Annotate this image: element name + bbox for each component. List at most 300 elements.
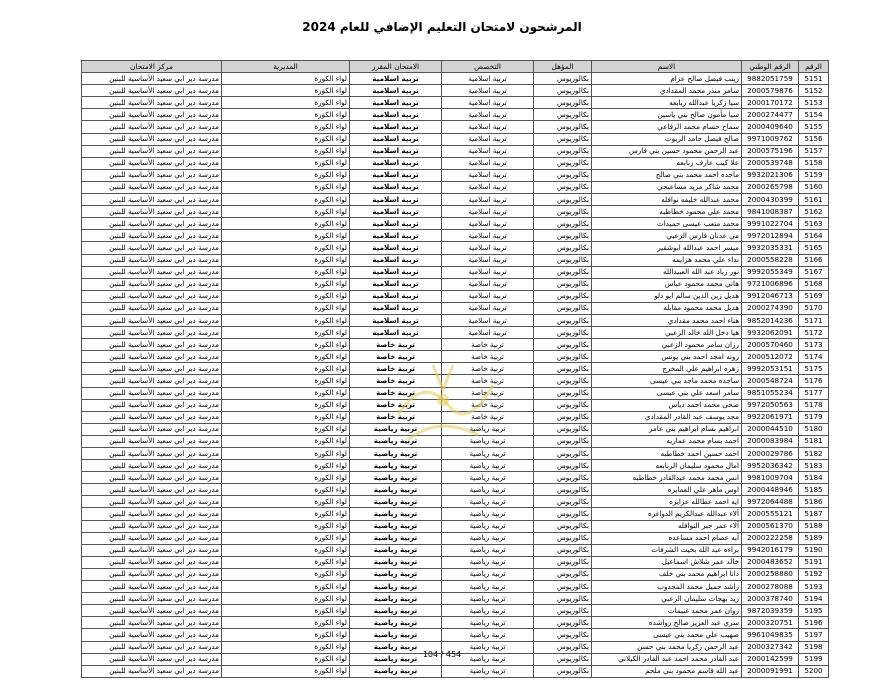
cell-exam: تربية اسلامية [350, 266, 442, 278]
table-row [82, 230, 829, 242]
cell-qualification: بكالوريوس [534, 290, 592, 302]
cell-directorate: لواء الكورة [222, 496, 350, 508]
cell-name: مجد يوسف عبد القادر المقدادي [592, 411, 742, 423]
cell-name: ابراهيم بسام ابراهيم بني عامر [592, 423, 742, 435]
cell-exam: تربية اسلامية [350, 327, 442, 339]
cell-name: انس محمد محمد عبدالقادر خطاطبه [592, 472, 742, 484]
cell-specialization: تربية رياضية [442, 568, 534, 580]
cell-national-id: 2000575196 [742, 145, 799, 157]
cell-directorate: لواء الكورة [222, 339, 350, 351]
cell-specialization: تربية رياضية [442, 544, 534, 556]
cell-national-id: 9932062091 [742, 327, 799, 339]
table-row [82, 363, 829, 375]
table-row [82, 435, 829, 447]
cell-num: 5197 [799, 629, 829, 641]
cell-num: 5168 [799, 278, 829, 290]
cell-center: مدرسة دير ابي سعيد الأساسية للبنين [82, 508, 222, 520]
cell-center: مدرسة دير ابي سعيد الأساسية للبنين [82, 629, 222, 641]
cell-name: صهيب علي محمد بني عيسى [592, 629, 742, 641]
cell-name: هديل محمد محمود مقابله [592, 302, 742, 314]
cell-national-id: 2000561370 [742, 520, 799, 532]
cell-qualification: بكالوريوس [534, 85, 592, 97]
cell-exam: تربية خاصة [350, 399, 442, 411]
cell-specialization: تربية رياضية [442, 665, 534, 677]
cell-exam: تربية خاصة [350, 411, 442, 423]
cell-name: نداء علي محمد هزايمه [592, 254, 742, 266]
cell-qualification: بكالوريوس [534, 460, 592, 472]
cell-name: هاني محمد محمود عباس [592, 278, 742, 290]
cell-exam: تربية اسلامية [350, 194, 442, 206]
cell-name: ماجده احمد محمد بني صالح [592, 169, 742, 181]
cell-national-id: 9721006896 [742, 278, 799, 290]
header-name: الاسم [592, 61, 742, 73]
cell-num: 5162 [799, 206, 829, 218]
cell-name: محمد متعب عيسى حميدات [592, 218, 742, 230]
header-exam: الامتحان المقرر [350, 61, 442, 73]
cell-qualification: بكالوريوس [534, 327, 592, 339]
cell-center: مدرسة دير ابي سعيد الأساسية للبنين [82, 339, 222, 351]
cell-specialization: تربية رياضية [442, 520, 534, 532]
cell-directorate: لواء الكورة [222, 302, 350, 314]
table-row [82, 206, 829, 218]
cell-specialization: تربية رياضية [442, 472, 534, 484]
cell-num: 5185 [799, 484, 829, 496]
cell-center: مدرسة دير ابي سعيد الأساسية للبنين [82, 218, 222, 230]
cell-num: 5166 [799, 254, 829, 266]
cell-specialization: تربية رياضية [442, 641, 534, 653]
cell-num: 5151 [799, 73, 829, 85]
cell-directorate: لواء الكورة [222, 411, 350, 423]
cell-num: 5184 [799, 472, 829, 484]
table-row [82, 278, 829, 290]
cell-name: ساجده محمد ماجد بني عيسى [592, 375, 742, 387]
cell-center: مدرسة دير ابي سعيد الأساسية للبنين [82, 568, 222, 580]
cell-name: هديل زين الدين سالم ابو دلو [592, 290, 742, 302]
cell-national-id: 2000579876 [742, 85, 799, 97]
cell-national-id: 2000448946 [742, 484, 799, 496]
table-row [82, 581, 829, 593]
cell-national-id: 2000483652 [742, 556, 799, 568]
cell-specialization: تربية اسلامية [442, 97, 534, 109]
cell-num: 5165 [799, 242, 829, 254]
header-national-id: الرقم الوطني [742, 61, 799, 73]
cell-exam: تربية رياضية [350, 532, 442, 544]
cell-specialization: تربية اسلامية [442, 121, 534, 133]
cell-directorate: لواء الكورة [222, 194, 350, 206]
cell-name: محمد عبدالله خليفه نوافله [592, 194, 742, 206]
cell-name: براءه عبد الله بخيت الشرفات [592, 544, 742, 556]
cell-num: 5177 [799, 387, 829, 399]
cell-national-id: 9981009704 [742, 472, 799, 484]
cell-exam: تربية رياضية [350, 435, 442, 447]
cell-directorate: لواء الكورة [222, 351, 350, 363]
cell-qualification: بكالوريوس [534, 520, 592, 532]
cell-exam: تربية رياضية [350, 581, 442, 593]
cell-exam: تربية خاصة [350, 375, 442, 387]
table-row [82, 605, 829, 617]
cell-exam: تربية رياضية [350, 653, 442, 665]
cell-specialization: تربية اسلامية [442, 181, 534, 193]
cell-directorate: لواء الكورة [222, 242, 350, 254]
cell-qualification: بكالوريوس [534, 242, 592, 254]
cell-national-id: 9961049835 [742, 629, 799, 641]
cell-directorate: لواء الكورة [222, 133, 350, 145]
cell-directorate: لواء الكورة [222, 617, 350, 629]
cell-directorate: لواء الكورة [222, 399, 350, 411]
table-row [82, 145, 829, 157]
cell-name: مي عدنان فارس الزعبي [592, 230, 742, 242]
table-row [82, 399, 829, 411]
cell-specialization: تربية اسلامية [442, 73, 534, 85]
cell-exam: تربية رياضية [350, 605, 442, 617]
cell-directorate: لواء الكورة [222, 73, 350, 85]
cell-exam: تربية رياضية [350, 520, 442, 532]
cell-qualification: بكالوريوس [534, 363, 592, 375]
cell-exam: تربية خاصة [350, 387, 442, 399]
table-row [82, 266, 829, 278]
cell-national-id: 9922061971 [742, 411, 799, 423]
cell-directorate: لواء الكورة [222, 314, 350, 326]
cell-directorate: لواء الكورة [222, 544, 350, 556]
cell-directorate: لواء الكورة [222, 121, 350, 133]
cell-num: 5159 [799, 169, 829, 181]
table-row [82, 520, 829, 532]
cell-exam: تربية رياضية [350, 568, 442, 580]
cell-national-id: 2000029786 [742, 448, 799, 460]
cell-num: 5174 [799, 351, 829, 363]
cell-name: خالد عمر شلاش اسماعيل [592, 556, 742, 568]
cell-center: مدرسة دير ابي سعيد الأساسية للبنين [82, 387, 222, 399]
cell-exam: تربية اسلامية [350, 97, 442, 109]
cell-qualification: بكالوريوس [534, 73, 592, 85]
cell-qualification: بكالوريوس [534, 157, 592, 169]
cell-center: مدرسة دير ابي سعيد الأساسية للبنين [82, 181, 222, 193]
cell-num: 5153 [799, 97, 829, 109]
table-row [82, 97, 829, 109]
table-row [82, 290, 829, 302]
cell-num: 5173 [799, 339, 829, 351]
cell-exam: تربية رياضية [350, 423, 442, 435]
cell-national-id: 9942016179 [742, 544, 799, 556]
table-row [82, 375, 829, 387]
cell-name: ميسر احمد عبدالله ابوشقير [592, 242, 742, 254]
cell-qualification: بكالوريوس [534, 278, 592, 290]
cell-exam: تربية رياضية [350, 544, 442, 556]
cell-num: 5169 [799, 290, 829, 302]
cell-qualification: بكالوريوس [534, 194, 592, 206]
cell-directorate: لواء الكورة [222, 581, 350, 593]
cell-name: زهره ابراهيم علي المخرج [592, 363, 742, 375]
cell-name: دانا ابراهيم محمد بني خلف [592, 568, 742, 580]
cell-num: 5160 [799, 181, 829, 193]
cell-specialization: تربية اسلامية [442, 314, 534, 326]
cell-specialization: تربية اسلامية [442, 109, 534, 121]
cell-qualification: بكالوريوس [534, 387, 592, 399]
table-row [82, 121, 829, 133]
cell-specialization: تربية اسلامية [442, 230, 534, 242]
cell-num: 5199 [799, 653, 829, 665]
cell-qualification: بكالوريوس [534, 435, 592, 447]
cell-national-id: 9882051759 [742, 73, 799, 85]
cell-qualification: بكالوريوس [534, 556, 592, 568]
cell-specialization: تربية رياضية [442, 593, 534, 605]
cell-center: مدرسة دير ابي سعيد الأساسية للبنين [82, 581, 222, 593]
cell-name: علا كيب عارف ربابعه [592, 157, 742, 169]
cell-center: مدرسة دير ابي سعيد الأساسية للبنين [82, 230, 222, 242]
cell-national-id: 9851055234 [742, 387, 799, 399]
cell-national-id: 2000570460 [742, 339, 799, 351]
cell-qualification: بكالوريوس [534, 665, 592, 677]
cell-directorate: لواء الكورة [222, 157, 350, 169]
cell-directorate: لواء الكورة [222, 181, 350, 193]
cell-specialization: تربية رياضية [442, 629, 534, 641]
cell-exam: تربية خاصة [350, 339, 442, 351]
cell-directorate: لواء الكورة [222, 278, 350, 290]
cell-specialization: تربية اسلامية [442, 133, 534, 145]
cell-national-id: 9872039359 [742, 605, 799, 617]
cell-center: مدرسة دير ابي سعيد الأساسية للبنين [82, 109, 222, 121]
cell-directorate: لواء الكورة [222, 375, 350, 387]
cell-specialization: تربية رياضية [442, 423, 534, 435]
cell-num: 5200 [799, 665, 829, 677]
cell-qualification: بكالوريوس [534, 472, 592, 484]
cell-exam: تربية اسلامية [350, 145, 442, 157]
cell-qualification: بكالوريوس [534, 423, 592, 435]
cell-name: ايه احمد عطالله عزايزه [592, 496, 742, 508]
cell-national-id: 9912046713 [742, 290, 799, 302]
cell-name: احمد حسين احمد خطاطبه [592, 448, 742, 460]
cell-directorate: لواء الكورة [222, 508, 350, 520]
cell-exam: تربية رياضية [350, 593, 442, 605]
cell-center: مدرسة دير ابي سعيد الأساسية للبنين [82, 653, 222, 665]
cell-specialization: تربية اسلامية [442, 254, 534, 266]
cell-national-id: 2000320751 [742, 617, 799, 629]
cell-center: مدرسة دير ابي سعيد الأساسية للبنين [82, 472, 222, 484]
cell-qualification: بكالوريوس [534, 314, 592, 326]
cell-center: مدرسة دير ابي سعيد الأساسية للبنين [82, 363, 222, 375]
cell-national-id: 2000430399 [742, 194, 799, 206]
cell-directorate: لواء الكورة [222, 484, 350, 496]
cell-qualification: بكالوريوس [534, 653, 592, 665]
table-row [82, 218, 829, 230]
cell-national-id: 2000327342 [742, 641, 799, 653]
cell-exam: تربية اسلامية [350, 181, 442, 193]
cell-exam: تربية رياضية [350, 460, 442, 472]
table-row [82, 556, 829, 568]
table-row [82, 314, 829, 326]
cell-num: 5175 [799, 363, 829, 375]
table-row [82, 387, 829, 399]
cell-center: مدرسة دير ابي سعيد الأساسية للبنين [82, 266, 222, 278]
cell-center: مدرسة دير ابي سعيد الأساسية للبنين [82, 278, 222, 290]
cell-national-id: 2000378740 [742, 593, 799, 605]
cell-directorate: لواء الكورة [222, 387, 350, 399]
cell-national-id: 2000083984 [742, 435, 799, 447]
cell-directorate: لواء الكورة [222, 290, 350, 302]
cell-qualification: بكالوريوس [534, 266, 592, 278]
cell-center: مدرسة دير ابي سعيد الأساسية للبنين [82, 302, 222, 314]
cell-specialization: تربية رياضية [442, 496, 534, 508]
cell-name: نور زياد عبد الله العبيدالله [592, 266, 742, 278]
candidates-table [81, 60, 829, 678]
cell-center: مدرسة دير ابي سعيد الأساسية للبنين [82, 520, 222, 532]
cell-directorate: لواء الكورة [222, 230, 350, 242]
cell-name: زيد بهجات سليمان الزعبي [592, 593, 742, 605]
cell-center: مدرسة دير ابي سعيد الأساسية للبنين [82, 423, 222, 435]
cell-qualification: بكالوريوس [534, 351, 592, 363]
cell-exam: تربية اسلامية [350, 133, 442, 145]
cell-directorate: لواء الكورة [222, 218, 350, 230]
cell-num: 5167 [799, 266, 829, 278]
cell-center: مدرسة دير ابي سعيد الأساسية للبنين [82, 641, 222, 653]
cell-exam: تربية رياضية [350, 448, 442, 460]
cell-name: عبد الله قاسم محمود بني ملحم [592, 665, 742, 677]
cell-directorate: لواء الكورة [222, 556, 350, 568]
cell-directorate: لواء الكورة [222, 145, 350, 157]
cell-exam: تربية اسلامية [350, 302, 442, 314]
table-row [82, 339, 829, 351]
cell-qualification: بكالوريوس [534, 399, 592, 411]
cell-national-id: 2000258880 [742, 568, 799, 580]
cell-qualification: بكالوريوس [534, 629, 592, 641]
cell-name: راشد جميل محمد المجدوب [592, 581, 742, 593]
cell-qualification: بكالوريوس [534, 133, 592, 145]
cell-name: هناء احمد محمد مقدادي [592, 314, 742, 326]
table-row [82, 181, 829, 193]
cell-specialization: تربية اسلامية [442, 242, 534, 254]
cell-center: مدرسة دير ابي سعيد الأساسية للبنين [82, 460, 222, 472]
cell-directorate: لواء الكورة [222, 641, 350, 653]
header-qualification: المؤهل [534, 61, 592, 73]
cell-center: مدرسة دير ابي سعيد الأساسية للبنين [82, 242, 222, 254]
cell-national-id: 2000512072 [742, 351, 799, 363]
cell-exam: تربية اسلامية [350, 254, 442, 266]
cell-directorate: لواء الكورة [222, 605, 350, 617]
cell-qualification: بكالوريوس [534, 508, 592, 520]
cell-specialization: تربية رياضية [442, 605, 534, 617]
cell-qualification: بكالوريوس [534, 605, 592, 617]
cell-exam: تربية اسلامية [350, 169, 442, 181]
cell-national-id: 9952036342 [742, 460, 799, 472]
cell-name: عبد الرحمن محمود حسين بني فارس [592, 145, 742, 157]
cell-name: ضحى محمد احمد دياس [592, 399, 742, 411]
cell-national-id: 2000222258 [742, 532, 799, 544]
cell-specialization: تربية خاصة [442, 375, 534, 387]
cell-specialization: تربية رياضية [442, 653, 534, 665]
cell-exam: تربية خاصة [350, 363, 442, 375]
cell-qualification: بكالوريوس [534, 339, 592, 351]
cell-specialization: تربية اسلامية [442, 194, 534, 206]
cell-center: مدرسة دير ابي سعيد الأساسية للبنين [82, 496, 222, 508]
cell-num: 5163 [799, 218, 829, 230]
cell-exam: تربية اسلامية [350, 314, 442, 326]
cell-exam: تربية اسلامية [350, 85, 442, 97]
table-row [82, 169, 829, 181]
cell-center: مدرسة دير ابي سعيد الأساسية للبنين [82, 121, 222, 133]
cell-qualification: بكالوريوس [534, 181, 592, 193]
cell-center: مدرسة دير ابي سعيد الأساسية للبنين [82, 97, 222, 109]
cell-national-id: 9841008387 [742, 206, 799, 218]
page-number: 104 / 454 [422, 650, 462, 659]
cell-center: مدرسة دير ابي سعيد الأساسية للبنين [82, 145, 222, 157]
cell-name: محمد شاكر مزيد مساعيجي [592, 181, 742, 193]
cell-exam: تربية رياضية [350, 629, 442, 641]
table-row [82, 665, 829, 677]
table-row [82, 85, 829, 97]
cell-center: مدرسة دير ابي سعيد الأساسية للبنين [82, 194, 222, 206]
cell-specialization: تربية اسلامية [442, 85, 534, 97]
cell-name: سري عبد العزيز صالح رواشده [592, 617, 742, 629]
cell-national-id: 2000274477 [742, 109, 799, 121]
cell-name: اوس ماهر علي العمايره [592, 484, 742, 496]
cell-center: مدرسة دير ابي سعيد الأساسية للبنين [82, 169, 222, 181]
cell-directorate: لواء الكورة [222, 109, 350, 121]
cell-exam: تربية رياضية [350, 508, 442, 520]
cell-directorate: لواء الكورة [222, 568, 350, 580]
cell-num: 5178 [799, 399, 829, 411]
cell-specialization: تربية رياضية [442, 460, 534, 472]
cell-name: رونه امجد احمد بني يونس [592, 351, 742, 363]
cell-specialization: تربية رياضية [442, 581, 534, 593]
cell-num: 5154 [799, 109, 829, 121]
cell-exam: تربية رياضية [350, 556, 442, 568]
table-row [82, 157, 829, 169]
cell-num: 5186 [799, 496, 829, 508]
cell-exam: تربية خاصة [350, 351, 442, 363]
cell-exam: تربية اسلامية [350, 206, 442, 218]
cell-exam: تربية رياضية [350, 472, 442, 484]
cell-specialization: تربية اسلامية [442, 327, 534, 339]
cell-name: آلاء عبدالله عبدالكريم الدواغره [592, 508, 742, 520]
cell-num: 5157 [799, 145, 829, 157]
cell-center: مدرسة دير ابي سعيد الأساسية للبنين [82, 544, 222, 556]
cell-specialization: تربية رياضية [442, 448, 534, 460]
cell-national-id: 2000558228 [742, 254, 799, 266]
table-row [82, 532, 829, 544]
cell-qualification: بكالوريوس [534, 641, 592, 653]
cell-directorate: لواء الكورة [222, 472, 350, 484]
cell-qualification: بكالوريوس [534, 169, 592, 181]
cell-qualification: بكالوريوس [534, 218, 592, 230]
cell-num: 5179 [799, 411, 829, 423]
table-row [82, 302, 829, 314]
cell-qualification: بكالوريوس [534, 617, 592, 629]
cell-center: مدرسة دير ابي سعيد الأساسية للبنين [82, 556, 222, 568]
cell-specialization: تربية رياضية [442, 484, 534, 496]
cell-name: امال محمود سليمان الربابعه [592, 460, 742, 472]
cell-specialization: تربية خاصة [442, 411, 534, 423]
cell-national-id: 9932035331 [742, 242, 799, 254]
cell-center: مدرسة دير ابي سعيد الأساسية للبنين [82, 665, 222, 677]
cell-national-id: 9992055349 [742, 266, 799, 278]
cell-national-id: 2000548724 [742, 375, 799, 387]
table-row [82, 109, 829, 121]
cell-qualification: بكالوريوس [534, 581, 592, 593]
cell-qualification: بكالوريوس [534, 206, 592, 218]
cell-directorate: لواء الكورة [222, 254, 350, 266]
cell-center: مدرسة دير ابي سعيد الأساسية للبنين [82, 399, 222, 411]
cell-national-id: 2000170172 [742, 97, 799, 109]
cell-national-id: 2000274390 [742, 302, 799, 314]
cell-specialization: تربية رياضية [442, 532, 534, 544]
cell-national-id: 9972012894 [742, 230, 799, 242]
cell-num: 5164 [799, 230, 829, 242]
cell-national-id: 2000278088 [742, 581, 799, 593]
cell-national-id: 2000409640 [742, 121, 799, 133]
cell-name: زينب فيصل صالح عزام [592, 73, 742, 85]
cell-num: 5192 [799, 568, 829, 580]
cell-num: 5187 [799, 508, 829, 520]
